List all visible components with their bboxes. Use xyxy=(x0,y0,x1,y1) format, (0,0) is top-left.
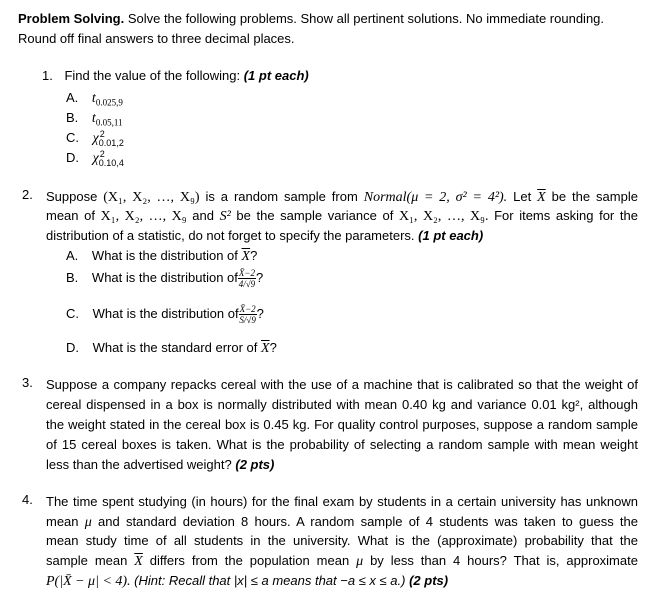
q1-item-a xyxy=(66,88,123,108)
q1-item-d-sub: 0.10,4 xyxy=(98,158,124,168)
q3-number: 3. xyxy=(22,375,33,390)
q4-line-3: mean study time of all students in the university. What is the (approximate) probability that the xyxy=(46,533,638,548)
q2-line-2: mean of X₁, X₂, …, X₉ and S² be the sample variance of X₁, X₂, …, X₉. For items asking for the xyxy=(46,208,638,224)
q1-item-b-expr: t xyxy=(91,111,96,126)
q1-item-a-letter: A. xyxy=(66,90,79,105)
q1-item-d-sup: 2 xyxy=(99,149,105,159)
q1-item-c-expr: χ xyxy=(92,131,99,146)
q2-line-1: Suppose (X₁, X₂, …, X₉) is a random sample from Normal(μ = 2, σ² = 4²). Let $\overline{X}$ be the sample xyxy=(46,189,638,205)
q2-sample: (X₁, X₂, …, X₉) xyxy=(103,190,200,205)
q1-item-b xyxy=(66,108,122,128)
q1-item-c-sub: 0.01,2 xyxy=(98,138,124,148)
q1-text: Find the value of the following: xyxy=(64,68,241,83)
q3-points: (2 pts) xyxy=(235,457,275,472)
q1-item-b-letter: B. xyxy=(66,110,79,125)
q4-line-4: sample mean $\overline{X}$ differs from the population mean μ by less than 4 hours? That is, approximate xyxy=(46,553,638,569)
q2-item-c: C. What is the distribution of $\frac{X̄-2}{S/√9}$ ? xyxy=(66,304,264,326)
q2-line-3: distribution of a statistic, do not forget to specify the parameters. (1 pt each) xyxy=(46,228,484,243)
q4-line-5 xyxy=(46,571,448,591)
q2-xbar: $\overline{X}$ xyxy=(537,190,546,205)
q1-item-a-expr: t xyxy=(91,91,96,106)
q1-item-d-expr: χ xyxy=(92,151,99,166)
q4-probability-expr: P(|X̄ − μ| < 4). xyxy=(46,574,131,589)
q2-item-d: D. What is the standard error of $\overline{X}$? xyxy=(66,340,277,356)
q1-item-d xyxy=(66,148,124,168)
instructions-line-2: Round off final answers to three decimal places. xyxy=(18,31,295,46)
q2-item-b: B. What is the distribution of $\frac{X̄-2}{4/√9}$ ? xyxy=(66,268,264,290)
q2-sample-variance: S² xyxy=(219,209,231,224)
q2-points: (1 pt each) xyxy=(418,228,484,243)
q4-points: (2 pts) xyxy=(409,573,449,588)
section-title: Problem Solving. xyxy=(18,11,125,26)
q3-line-5: less than the advertised weight? (2 pts) xyxy=(46,457,275,472)
q3-line-4: of 15 cereal boxes is taken. What is the probability of selecting a random sample with mean weight xyxy=(46,437,638,452)
instructions-line-1 xyxy=(18,9,604,28)
q1-points: (1 pt each) xyxy=(243,68,309,83)
q4-number: 4. xyxy=(22,492,33,507)
q1-item-c-letter: C. xyxy=(66,130,79,145)
q4-line-1: The time spent studying (in hours) for the final exam by students in a certain university has unknown xyxy=(46,494,638,509)
q2-item-c-fraction: $\frac{X̄-2}{S/√9}$ xyxy=(239,304,256,326)
q1-prompt xyxy=(42,66,309,85)
q1-item-a-sub: 0.025,9 xyxy=(95,97,123,108)
q2-item-b-fraction: $\frac{X̄-2}{4/√9}$ xyxy=(238,268,256,290)
q3-line-1: Suppose a company repacks cereal with the use of a machine that is calibrated so that the weight of xyxy=(46,377,638,392)
q1-number: 1. xyxy=(42,68,53,83)
q4-hint: (Hint: Recall that |x| ≤ a means that −a ≤ x ≤ a.) xyxy=(134,573,406,588)
q1-item-c-sup: 2 xyxy=(99,129,105,139)
q3-line-3: the weight stated in the cereal box is 0.45 kg. For quality control purposes, suppose a random sample xyxy=(46,417,638,432)
q1-item-c xyxy=(66,128,124,148)
q2-distribution: Normal(μ = 2, σ² = 4²). xyxy=(363,190,508,205)
q1-item-d-letter: D. xyxy=(66,150,79,165)
q1-item-b-sub: 0.05,11 xyxy=(95,117,123,128)
instructions-text: Solve the following problems. Show all pertinent solutions. No immediate rounding. xyxy=(127,11,605,26)
q4-line-2: mean μ and standard deviation 8 hours. A random sample of 4 students was taken to guess the xyxy=(46,514,638,530)
q3-line-2: cereal dispensed in a box is normally distributed with mean 0.40 kg and variance 0.01 kg², although xyxy=(46,397,638,412)
q2-item-a: A. What is the distribution of $\overline{X}$? xyxy=(66,248,258,264)
q2-number: 2. xyxy=(22,187,33,202)
